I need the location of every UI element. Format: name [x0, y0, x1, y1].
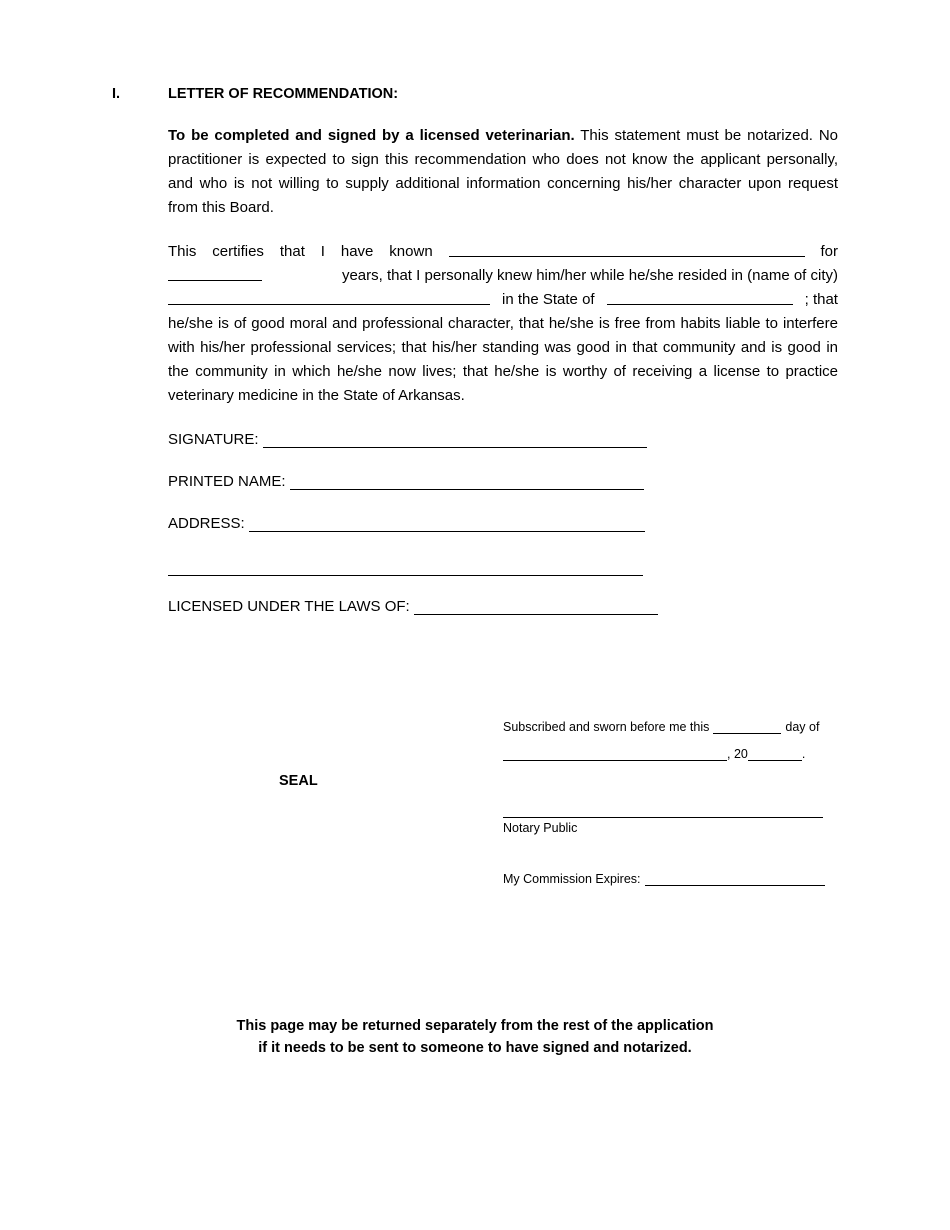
years-known-blank[interactable] [168, 264, 262, 281]
subscribed-text: Subscribed and sworn before me this [503, 720, 710, 734]
notary-public-label: Notary Public [503, 821, 578, 835]
certify-word: that [279, 243, 305, 260]
printed-name-label: PRINTED NAME: [168, 473, 286, 490]
year-prefix: , 20 [727, 747, 748, 761]
footer-line-1: This page may be returned separately from the rest of the application [236, 1018, 714, 1034]
certify-that: ; that [804, 291, 838, 308]
certify-state-of: in the State of [502, 291, 595, 308]
city-name-blank[interactable] [168, 288, 490, 305]
certify-line-2-text: years, that I personally knew him/her while he/she resided in (name of city) [341, 267, 838, 284]
notary-signature-blank[interactable] [503, 802, 823, 818]
date-line [503, 747, 805, 761]
certify-for: for [820, 243, 838, 260]
certify-word: certifies [212, 243, 264, 260]
footer-line-2: if it needs to be sent to someone to have signed and notarized. [258, 1040, 692, 1056]
certify-line-2 [168, 264, 838, 288]
day-blank[interactable] [713, 720, 781, 734]
commission-line [503, 872, 825, 886]
printed-name-blank[interactable] [290, 473, 644, 490]
intro-text: This statement must be notarized. No practitioner is expected to sign this recommendation who does not know the applicant personally, and who is not willing to supply additional information concerning his/her character upon request from this Board. [168, 127, 838, 216]
certify-word: have [340, 243, 374, 260]
section-number: I. [112, 86, 121, 102]
certify-line-3 [168, 288, 838, 312]
licensed-blank[interactable] [414, 598, 658, 615]
year-blank[interactable] [748, 747, 802, 761]
certify-word: known [389, 243, 433, 260]
certify-word: This [168, 243, 197, 260]
certification-paragraph [168, 240, 838, 408]
address-second-line-blank[interactable] [168, 559, 643, 576]
certify-rest: he/she is of good moral and professional character, that he/she is free from habits liable to interfere with his/her professional services; that his/her standing was good in that community and is good in the community in which he/she now lives; that he/she is worthy of receiving a license to practice veterinary medicine in the State of Arkansas. [168, 315, 838, 404]
month-blank[interactable] [503, 747, 727, 761]
applicant-name-blank[interactable] [449, 240, 805, 257]
section-title: LETTER OF RECOMMENDATION: [168, 86, 399, 102]
footer-note [0, 1015, 950, 1059]
certify-word: I [320, 243, 325, 260]
signature-field [168, 431, 647, 448]
printed-name-field [168, 473, 644, 490]
address-label: ADDRESS: [168, 515, 245, 532]
intro-bold-text: To be completed and signed by a licensed veterinarian. [168, 127, 575, 144]
day-of-text: day of [785, 720, 820, 734]
commission-blank[interactable] [645, 872, 825, 886]
licensed-label: LICENSED UNDER THE LAWS OF: [168, 598, 410, 615]
certify-line-1 [168, 240, 838, 264]
seal-label: SEAL [279, 773, 318, 789]
licensed-field [168, 598, 658, 615]
year-suffix: . [801, 747, 806, 761]
address-field [168, 515, 645, 532]
address-blank[interactable] [249, 515, 645, 532]
intro-paragraph [168, 124, 838, 220]
state-blank[interactable] [607, 288, 793, 305]
subscribed-line [503, 720, 819, 734]
signature-label: SIGNATURE: [168, 431, 259, 448]
commission-label: My Commission Expires: [503, 872, 641, 886]
signature-blank[interactable] [263, 431, 647, 448]
